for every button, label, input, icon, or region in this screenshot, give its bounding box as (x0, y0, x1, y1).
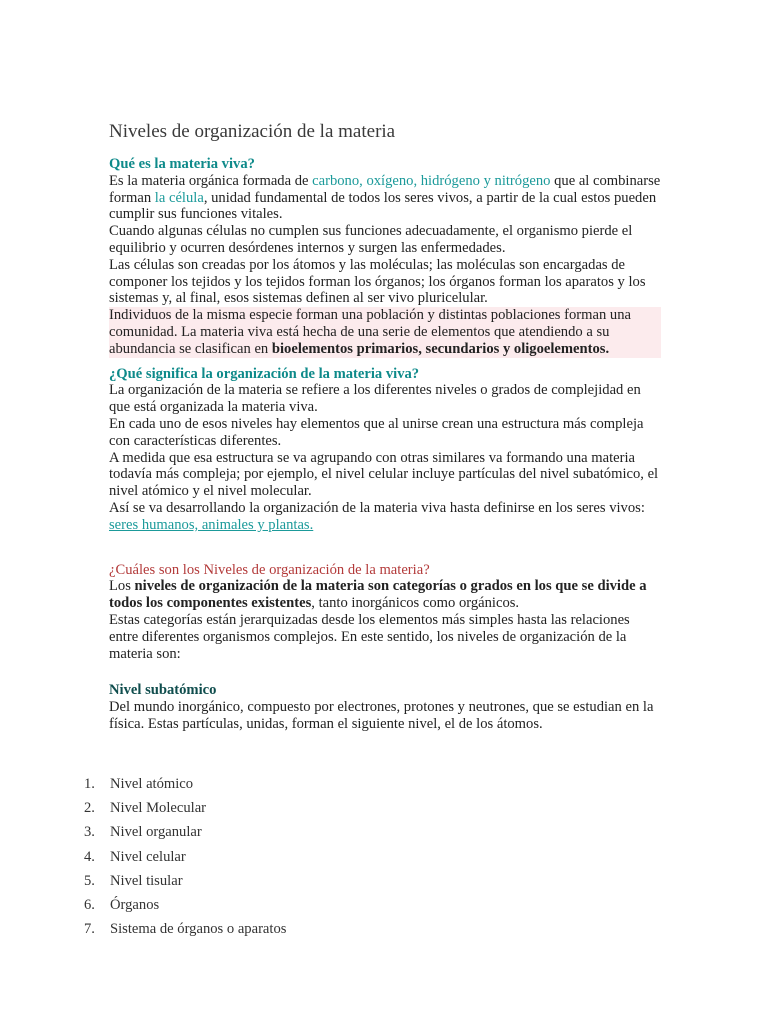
list-item (84, 895, 286, 919)
list-item (84, 919, 286, 943)
list-item (84, 847, 286, 871)
paragraph: A medida que esa estructura se va agrupando con otras similares va formando una materia todavía más compleja; por ejemplo, el nivel celular incluye partículas del nivel subatómico, el nivel atómico y el nivel molecular. (109, 449, 659, 500)
text: Individuos de la misma especie forman una población y distintas poblaciones forman una comunidad. La materia viva está hecha de una serie de elementos que atendiendo a su abundancia se clasifican en (109, 307, 631, 357)
list-label: Nivel organular (110, 824, 202, 841)
list-label: Nivel Molecular (110, 800, 207, 817)
list-number: 4. (84, 848, 95, 865)
paragraph: La organización de la materia se refiere a los diferentes niveles o grados de complejidad en que está organizada la materia viva. (109, 382, 641, 416)
paragraph: Estas categorías están jerarquizadas desde los elementos más simples hasta las relaciones entre diferentes organismos complejos. En este sentido, los niveles de organización de la materia son: (109, 611, 630, 662)
paragraph: Del mundo inorgánico, compuesto por electrones, protones y neutrones, que se estudian en la física. Estas partículas, unidas, forman el siguiente nivel, el de los átomos. (109, 699, 654, 732)
paragraph (109, 500, 661, 534)
section-heading-materia-viva: Qué es la materia viva? (109, 156, 255, 172)
list-number: 3. (84, 824, 95, 841)
text: , tanto inorgánicos como orgánicos. (311, 595, 520, 612)
list-label: Nivel celular (110, 848, 186, 865)
subheading-nivel-subatomico: Nivel subatómico (109, 682, 217, 699)
text: , unidad fundamental de todos los seres vivos, a partir de la cual estos pueden cumplir sus funciones vitales. (109, 189, 657, 223)
list-number: 7. (84, 921, 95, 938)
list-label: Sistema de órganos o aparatos (110, 921, 287, 938)
section-heading-niveles: ¿Cuáles son los Niveles de organización de la materia? (109, 561, 430, 578)
paragraph: Cuando algunas células no cumplen sus funciones adecuadamente, el organismo pierde el equilibrio y ocurren desórdenes internos y surgen las enfermedades. (109, 223, 633, 256)
levels-list (84, 774, 286, 943)
text: Los (109, 578, 135, 595)
list-item (84, 871, 286, 895)
list-number: 5. (84, 872, 95, 889)
paragraph: Las células son creadas por los átomos y las moléculas; las moléculas son encargadas de componer los tejidos y los tejidos forman los órganos; los órganos forman los aparatos y los sistemas y, al final, esos sistemas definen al ser vivo pluricelular. (109, 256, 646, 307)
text: que al combinarse forman (109, 172, 661, 206)
list-item (84, 798, 286, 822)
text: Así se va desarrollando la organización de la materia viva hasta definirse en los seres vivos: (109, 499, 645, 516)
list-number: 2. (84, 800, 95, 817)
paragraph (109, 578, 661, 612)
list-label: Nivel atómico (110, 776, 194, 792)
list-item (84, 774, 286, 798)
text: Es la materia orgánica formada de (109, 172, 313, 189)
bold-text: niveles de organización de la materia son categorías o grados en los que se divide a todos los componentes existentes (109, 578, 647, 612)
paragraph: En cada uno de esos niveles hay elementos que al unirse crean una estructura más compleja con características diferentes. (109, 415, 644, 449)
list-label: Nivel tisular (110, 872, 183, 889)
list-label: Órganos (110, 896, 160, 913)
page-title: Niveles de organización de la materia (109, 121, 396, 142)
link-seres-vivos[interactable]: seres humanos, animales y plantas. (109, 516, 314, 533)
section-heading-organizacion: ¿Qué significa la organización de la materia viva? (109, 365, 420, 382)
link-la-celula[interactable]: la célula (154, 189, 204, 206)
bold-text: bioelementos primarios, secundarios y oligoelementos. (271, 340, 610, 357)
document-content (109, 120, 661, 733)
highlighted-paragraph (109, 307, 661, 357)
link-elements[interactable]: carbono, oxígeno, hidrógeno y nitrógeno (312, 172, 551, 189)
paragraph (109, 173, 661, 223)
list-number: 1. (84, 776, 95, 792)
list-number: 6. (84, 896, 95, 913)
list-item (84, 822, 286, 846)
